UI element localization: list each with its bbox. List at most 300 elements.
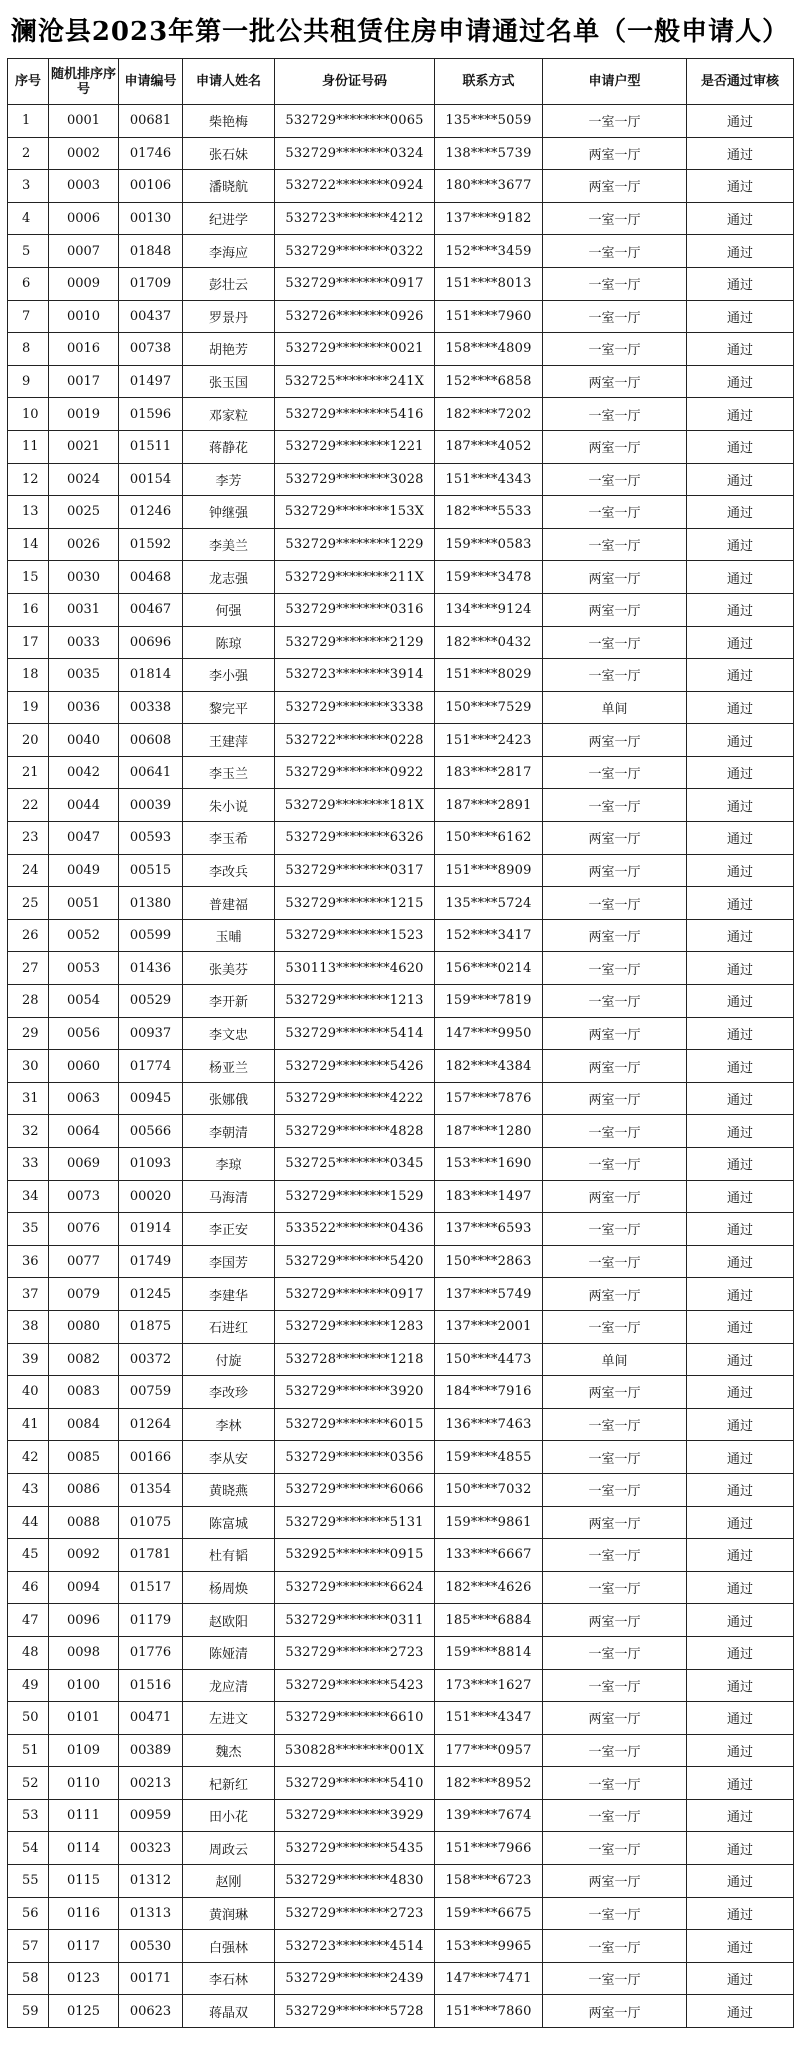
cell-id-number: 532729********2723: [275, 1636, 435, 1669]
cell-applicant-name: 赵欧阳: [183, 1604, 275, 1637]
cell-applicant-name: 柴艳梅: [183, 105, 275, 138]
cell-contact: 158****4809: [435, 333, 543, 366]
cell-unit-type: 一室一厅: [543, 496, 687, 529]
table-row: [8, 267, 794, 300]
cell-seq: 25: [8, 887, 49, 920]
header-row: [8, 59, 794, 105]
cell-unit-type: 一室一厅: [543, 235, 687, 268]
cell-random-order: 0110: [49, 1767, 119, 1800]
table-row: [8, 659, 794, 692]
cell-id-number: 532729********1529: [275, 1180, 435, 1213]
cell-applicant-name: 王建萍: [183, 724, 275, 757]
cell-unit-type: 两室一厅: [543, 1017, 687, 1050]
cell-random-order: 0040: [49, 724, 119, 757]
cell-seq: 21: [8, 756, 49, 789]
cell-unit-type: 两室一厅: [543, 593, 687, 626]
cell-unit-type: 两室一厅: [543, 1702, 687, 1735]
cell-seq: 58: [8, 1962, 49, 1995]
cell-unit-type: 两室一厅: [543, 1050, 687, 1083]
cell-applicant-name: 马海清: [183, 1180, 275, 1213]
cell-applicant-name: 李改珍: [183, 1376, 275, 1409]
cell-approved: 通过: [687, 561, 794, 594]
cell-seq: 39: [8, 1343, 49, 1376]
cell-random-order: 0042: [49, 756, 119, 789]
cell-id-number: 532729********211X: [275, 561, 435, 594]
cell-applicant-name: 李美兰: [183, 528, 275, 561]
cell-unit-type: 两室一厅: [543, 430, 687, 463]
cell-random-order: 0109: [49, 1734, 119, 1767]
cell-application-no: 01517: [119, 1571, 183, 1604]
cell-seq: 49: [8, 1669, 49, 1702]
cell-application-no: 00608: [119, 724, 183, 757]
cell-seq: 42: [8, 1441, 49, 1474]
cell-application-no: 00759: [119, 1376, 183, 1409]
cell-seq: 2: [8, 137, 49, 170]
cell-application-no: 00323: [119, 1832, 183, 1865]
cell-seq: 1: [8, 105, 49, 138]
cell-applicant-name: 李小强: [183, 659, 275, 692]
cell-applicant-name: 李林: [183, 1408, 275, 1441]
cell-seq: 31: [8, 1082, 49, 1115]
table-row: [8, 1506, 794, 1539]
cell-unit-type: 一室一厅: [543, 1734, 687, 1767]
cell-id-number: 532729********0317: [275, 854, 435, 887]
cell-application-no: 00959: [119, 1799, 183, 1832]
cell-applicant-name: 陈富城: [183, 1506, 275, 1539]
cell-approved: 通过: [687, 1473, 794, 1506]
cell-approved: 通过: [687, 1571, 794, 1604]
table-row: [8, 691, 794, 724]
cell-seq: 57: [8, 1930, 49, 1963]
cell-contact: 137****9182: [435, 202, 543, 235]
cell-approved: 通过: [687, 1408, 794, 1441]
cell-id-number: 532728********1218: [275, 1343, 435, 1376]
cell-unit-type: 一室一厅: [543, 985, 687, 1018]
cell-application-no: 01781: [119, 1539, 183, 1572]
table-row: [8, 496, 794, 529]
cell-seq: 30: [8, 1050, 49, 1083]
cell-unit-type: 一室一厅: [543, 1539, 687, 1572]
table-row: [8, 756, 794, 789]
cell-seq: 48: [8, 1636, 49, 1669]
cell-random-order: 0080: [49, 1310, 119, 1343]
table-row: [8, 1897, 794, 1930]
cell-random-order: 0033: [49, 626, 119, 659]
cell-unit-type: 一室一厅: [543, 1832, 687, 1865]
cell-contact: 182****7202: [435, 398, 543, 431]
cell-random-order: 0101: [49, 1702, 119, 1735]
cell-random-order: 0019: [49, 398, 119, 431]
cell-unit-type: 一室一厅: [543, 887, 687, 920]
cell-random-order: 0016: [49, 333, 119, 366]
table-row: [8, 1767, 794, 1800]
table-row: [8, 822, 794, 855]
cell-applicant-name: 龙志强: [183, 561, 275, 594]
document-page: [7, 0, 793, 2028]
cell-random-order: 0073: [49, 1180, 119, 1213]
cell-applicant-name: 白强林: [183, 1930, 275, 1963]
cell-applicant-name: 胡艳芳: [183, 333, 275, 366]
cell-unit-type: 两室一厅: [543, 724, 687, 757]
cell-applicant-name: 何强: [183, 593, 275, 626]
applicant-table: [7, 58, 794, 2028]
cell-approved: 通过: [687, 1343, 794, 1376]
table-row: [8, 1669, 794, 1702]
cell-approved: 通过: [687, 1050, 794, 1083]
cell-contact: 185****6884: [435, 1604, 543, 1637]
cell-seq: 52: [8, 1767, 49, 1800]
header-approved: 是否通过审核: [687, 59, 794, 105]
cell-applicant-name: 李琼: [183, 1148, 275, 1181]
table-row: [8, 1441, 794, 1474]
cell-contact: 137****2001: [435, 1310, 543, 1343]
cell-unit-type: 一室一厅: [543, 267, 687, 300]
cell-applicant-name: 李朝清: [183, 1115, 275, 1148]
cell-random-order: 0031: [49, 593, 119, 626]
cell-applicant-name: 罗景丹: [183, 300, 275, 333]
cell-approved: 通过: [687, 952, 794, 985]
table-row: [8, 1539, 794, 1572]
cell-application-no: 01746: [119, 137, 183, 170]
cell-approved: 通过: [687, 756, 794, 789]
cell-id-number: 532729********5426: [275, 1050, 435, 1083]
cell-approved: 通过: [687, 1767, 794, 1800]
cell-seq: 9: [8, 365, 49, 398]
cell-applicant-name: 李正安: [183, 1213, 275, 1246]
table-row: [8, 170, 794, 203]
cell-id-number: 532729********0021: [275, 333, 435, 366]
cell-approved: 通过: [687, 1441, 794, 1474]
cell-random-order: 0049: [49, 854, 119, 887]
cell-seq: 32: [8, 1115, 49, 1148]
cell-approved: 通过: [687, 1799, 794, 1832]
cell-applicant-name: 纪进学: [183, 202, 275, 235]
table-row: [8, 1310, 794, 1343]
table-row: [8, 235, 794, 268]
cell-application-no: 01776: [119, 1636, 183, 1669]
cell-random-order: 0086: [49, 1473, 119, 1506]
cell-random-order: 0076: [49, 1213, 119, 1246]
cell-unit-type: 两室一厅: [543, 561, 687, 594]
cell-id-number: 532729********5416: [275, 398, 435, 431]
cell-applicant-name: 普建福: [183, 887, 275, 920]
cell-contact: 151****8013: [435, 267, 543, 300]
cell-approved: 通过: [687, 1278, 794, 1311]
cell-applicant-name: 朱小说: [183, 789, 275, 822]
cell-id-number: 532729********1229: [275, 528, 435, 561]
cell-random-order: 0052: [49, 919, 119, 952]
table-row: [8, 398, 794, 431]
cell-contact: 150****7529: [435, 691, 543, 724]
cell-seq: 3: [8, 170, 49, 203]
cell-contact: 152****3459: [435, 235, 543, 268]
cell-random-order: 0009: [49, 267, 119, 300]
cell-contact: 159****0583: [435, 528, 543, 561]
table-header: [8, 59, 794, 105]
cell-id-number: 532729********5435: [275, 1832, 435, 1865]
cell-applicant-name: 杜有韬: [183, 1539, 275, 1572]
cell-applicant-name: 李改兵: [183, 854, 275, 887]
cell-id-number: 532925********0915: [275, 1539, 435, 1572]
cell-unit-type: 一室一厅: [543, 1571, 687, 1604]
cell-approved: 通过: [687, 1310, 794, 1343]
cell-random-order: 0092: [49, 1539, 119, 1572]
cell-application-no: 00468: [119, 561, 183, 594]
cell-random-order: 0116: [49, 1897, 119, 1930]
cell-applicant-name: 陈娅清: [183, 1636, 275, 1669]
cell-random-order: 0094: [49, 1571, 119, 1604]
cell-approved: 通过: [687, 1082, 794, 1115]
header-unit-type: 申请户型: [543, 59, 687, 105]
cell-seq: 33: [8, 1148, 49, 1181]
cell-random-order: 0001: [49, 105, 119, 138]
cell-unit-type: 一室一厅: [543, 1636, 687, 1669]
cell-application-no: 00106: [119, 170, 183, 203]
table-row: [8, 463, 794, 496]
cell-id-number: 532729********3929: [275, 1799, 435, 1832]
cell-random-order: 0017: [49, 365, 119, 398]
cell-id-number: 532729********1213: [275, 985, 435, 1018]
table-row: [8, 1213, 794, 1246]
cell-contact: 152****6858: [435, 365, 543, 398]
cell-unit-type: 两室一厅: [543, 365, 687, 398]
cell-contact: 153****1690: [435, 1148, 543, 1181]
cell-id-number: 532729********0922: [275, 756, 435, 789]
cell-unit-type: 两室一厅: [543, 1604, 687, 1637]
cell-id-number: 532722********0228: [275, 724, 435, 757]
cell-random-order: 0024: [49, 463, 119, 496]
cell-id-number: 532726********0926: [275, 300, 435, 333]
cell-approved: 通过: [687, 1962, 794, 1995]
cell-seq: 38: [8, 1310, 49, 1343]
cell-random-order: 0054: [49, 985, 119, 1018]
cell-application-no: 01312: [119, 1865, 183, 1898]
cell-random-order: 0098: [49, 1636, 119, 1669]
cell-contact: 151****4343: [435, 463, 543, 496]
cell-seq: 41: [8, 1408, 49, 1441]
cell-approved: 通过: [687, 1376, 794, 1409]
table-row: [8, 1376, 794, 1409]
cell-applicant-name: 张美芬: [183, 952, 275, 985]
cell-unit-type: 一室一厅: [543, 1473, 687, 1506]
cell-approved: 通过: [687, 1115, 794, 1148]
cell-approved: 通过: [687, 1604, 794, 1637]
table-row: [8, 1115, 794, 1148]
cell-approved: 通过: [687, 1539, 794, 1572]
table-row: [8, 1930, 794, 1963]
cell-application-no: 01354: [119, 1473, 183, 1506]
cell-contact: 184****7916: [435, 1376, 543, 1409]
cell-seq: 37: [8, 1278, 49, 1311]
cell-unit-type: 单间: [543, 1343, 687, 1376]
cell-application-no: 01313: [119, 1897, 183, 1930]
cell-seq: 10: [8, 398, 49, 431]
table-row: [8, 105, 794, 138]
cell-applicant-name: 李文忠: [183, 1017, 275, 1050]
cell-applicant-name: 张玉国: [183, 365, 275, 398]
cell-approved: 通过: [687, 691, 794, 724]
cell-random-order: 0036: [49, 691, 119, 724]
cell-seq: 46: [8, 1571, 49, 1604]
table-row: [8, 985, 794, 1018]
cell-id-number: 532729********2723: [275, 1897, 435, 1930]
cell-unit-type: 一室一厅: [543, 1245, 687, 1278]
cell-contact: 151****7860: [435, 1995, 543, 2028]
cell-approved: 通过: [687, 430, 794, 463]
cell-random-order: 0003: [49, 170, 119, 203]
cell-unit-type: 两室一厅: [543, 1376, 687, 1409]
cell-id-number: 532729********0316: [275, 593, 435, 626]
cell-application-no: 01179: [119, 1604, 183, 1637]
cell-id-number: 532729********153X: [275, 496, 435, 529]
cell-seq: 6: [8, 267, 49, 300]
cell-unit-type: 一室一厅: [543, 1148, 687, 1181]
cell-unit-type: 一室一厅: [543, 756, 687, 789]
cell-id-number: 532729********6610: [275, 1702, 435, 1735]
cell-unit-type: 两室一厅: [543, 1865, 687, 1898]
cell-applicant-name: 赵刚: [183, 1865, 275, 1898]
cell-seq: 13: [8, 496, 49, 529]
cell-contact: 152****3417: [435, 919, 543, 952]
cell-contact: 135****5059: [435, 105, 543, 138]
table-row: [8, 1571, 794, 1604]
cell-applicant-name: 陈琼: [183, 626, 275, 659]
table-row: [8, 1148, 794, 1181]
cell-seq: 56: [8, 1897, 49, 1930]
cell-contact: 133****6667: [435, 1539, 543, 1572]
cell-unit-type: 一室一厅: [543, 659, 687, 692]
cell-random-order: 0064: [49, 1115, 119, 1148]
cell-application-no: 01380: [119, 887, 183, 920]
cell-contact: 182****4384: [435, 1050, 543, 1083]
cell-approved: 通过: [687, 463, 794, 496]
cell-contact: 159****8814: [435, 1636, 543, 1669]
cell-applicant-name: 石进红: [183, 1310, 275, 1343]
table-row: [8, 1343, 794, 1376]
cell-contact: 159****6675: [435, 1897, 543, 1930]
cell-unit-type: 一室一厅: [543, 1115, 687, 1148]
cell-approved: 通过: [687, 528, 794, 561]
cell-id-number: 533522********0436: [275, 1213, 435, 1246]
cell-random-order: 0021: [49, 430, 119, 463]
cell-approved: 通过: [687, 398, 794, 431]
cell-id-number: 532729********5131: [275, 1506, 435, 1539]
cell-random-order: 0006: [49, 202, 119, 235]
cell-application-no: 00154: [119, 463, 183, 496]
cell-seq: 40: [8, 1376, 49, 1409]
cell-unit-type: 两室一厅: [543, 170, 687, 203]
cell-applicant-name: 张石妹: [183, 137, 275, 170]
cell-unit-type: 一室一厅: [543, 1799, 687, 1832]
cell-application-no: 00166: [119, 1441, 183, 1474]
cell-approved: 通过: [687, 1734, 794, 1767]
cell-application-no: 01774: [119, 1050, 183, 1083]
cell-applicant-name: 李建华: [183, 1278, 275, 1311]
table-row: [8, 1865, 794, 1898]
cell-id-number: 532729********6015: [275, 1408, 435, 1441]
cell-contact: 182****8952: [435, 1767, 543, 1800]
cell-seq: 36: [8, 1245, 49, 1278]
cell-random-order: 0077: [49, 1245, 119, 1278]
cell-random-order: 0117: [49, 1930, 119, 1963]
cell-application-no: 00738: [119, 333, 183, 366]
cell-approved: 通过: [687, 105, 794, 138]
cell-application-no: 01914: [119, 1213, 183, 1246]
cell-applicant-name: 黎完平: [183, 691, 275, 724]
cell-contact: 150****6162: [435, 822, 543, 855]
cell-contact: 135****5724: [435, 887, 543, 920]
cell-id-number: 532722********0924: [275, 170, 435, 203]
cell-approved: 通过: [687, 985, 794, 1018]
table-row: [8, 593, 794, 626]
cell-contact: 139****7674: [435, 1799, 543, 1832]
cell-applicant-name: 田小花: [183, 1799, 275, 1832]
cell-contact: 151****7960: [435, 300, 543, 333]
cell-random-order: 0125: [49, 1995, 119, 2028]
cell-applicant-name: 杞新红: [183, 1767, 275, 1800]
table-row: [8, 1799, 794, 1832]
cell-application-no: 01093: [119, 1148, 183, 1181]
cell-seq: 7: [8, 300, 49, 333]
cell-unit-type: 一室一厅: [543, 1930, 687, 1963]
cell-seq: 8: [8, 333, 49, 366]
table-row: [8, 528, 794, 561]
cell-application-no: 00593: [119, 822, 183, 855]
cell-unit-type: 一室一厅: [543, 1767, 687, 1800]
cell-contact: 134****9124: [435, 593, 543, 626]
table-row: [8, 887, 794, 920]
cell-id-number: 532723********3914: [275, 659, 435, 692]
cell-random-order: 0025: [49, 496, 119, 529]
cell-id-number: 530113********4620: [275, 952, 435, 985]
cell-random-order: 0030: [49, 561, 119, 594]
cell-contact: 147****7471: [435, 1962, 543, 1995]
cell-applicant-name: 李石林: [183, 1962, 275, 1995]
table-row: [8, 1050, 794, 1083]
cell-seq: 17: [8, 626, 49, 659]
cell-approved: 通过: [687, 267, 794, 300]
cell-id-number: 532729********5410: [275, 1767, 435, 1800]
cell-unit-type: 一室一厅: [543, 463, 687, 496]
cell-application-no: 00338: [119, 691, 183, 724]
table-row: [8, 854, 794, 887]
cell-unit-type: 一室一厅: [543, 952, 687, 985]
table-row: [8, 430, 794, 463]
cell-random-order: 0035: [49, 659, 119, 692]
cell-contact: 187****2891: [435, 789, 543, 822]
cell-contact: 187****1280: [435, 1115, 543, 1148]
cell-random-order: 0079: [49, 1278, 119, 1311]
cell-applicant-name: 彭壮云: [183, 267, 275, 300]
cell-applicant-name: 杨周焕: [183, 1571, 275, 1604]
cell-seq: 53: [8, 1799, 49, 1832]
cell-id-number: 532729********0356: [275, 1441, 435, 1474]
cell-contact: 157****7876: [435, 1082, 543, 1115]
cell-unit-type: 一室一厅: [543, 300, 687, 333]
table-row: [8, 561, 794, 594]
cell-applicant-name: 蒋静花: [183, 430, 275, 463]
cell-approved: 通过: [687, 1148, 794, 1181]
cell-application-no: 00372: [119, 1343, 183, 1376]
cell-approved: 通过: [687, 1245, 794, 1278]
table-row: [8, 1962, 794, 1995]
cell-seq: 47: [8, 1604, 49, 1637]
cell-contact: 151****4347: [435, 1702, 543, 1735]
cell-id-number: 532729********1221: [275, 430, 435, 463]
cell-id-number: 532729********2439: [275, 1962, 435, 1995]
cell-approved: 通过: [687, 1017, 794, 1050]
cell-contact: 136****7463: [435, 1408, 543, 1441]
